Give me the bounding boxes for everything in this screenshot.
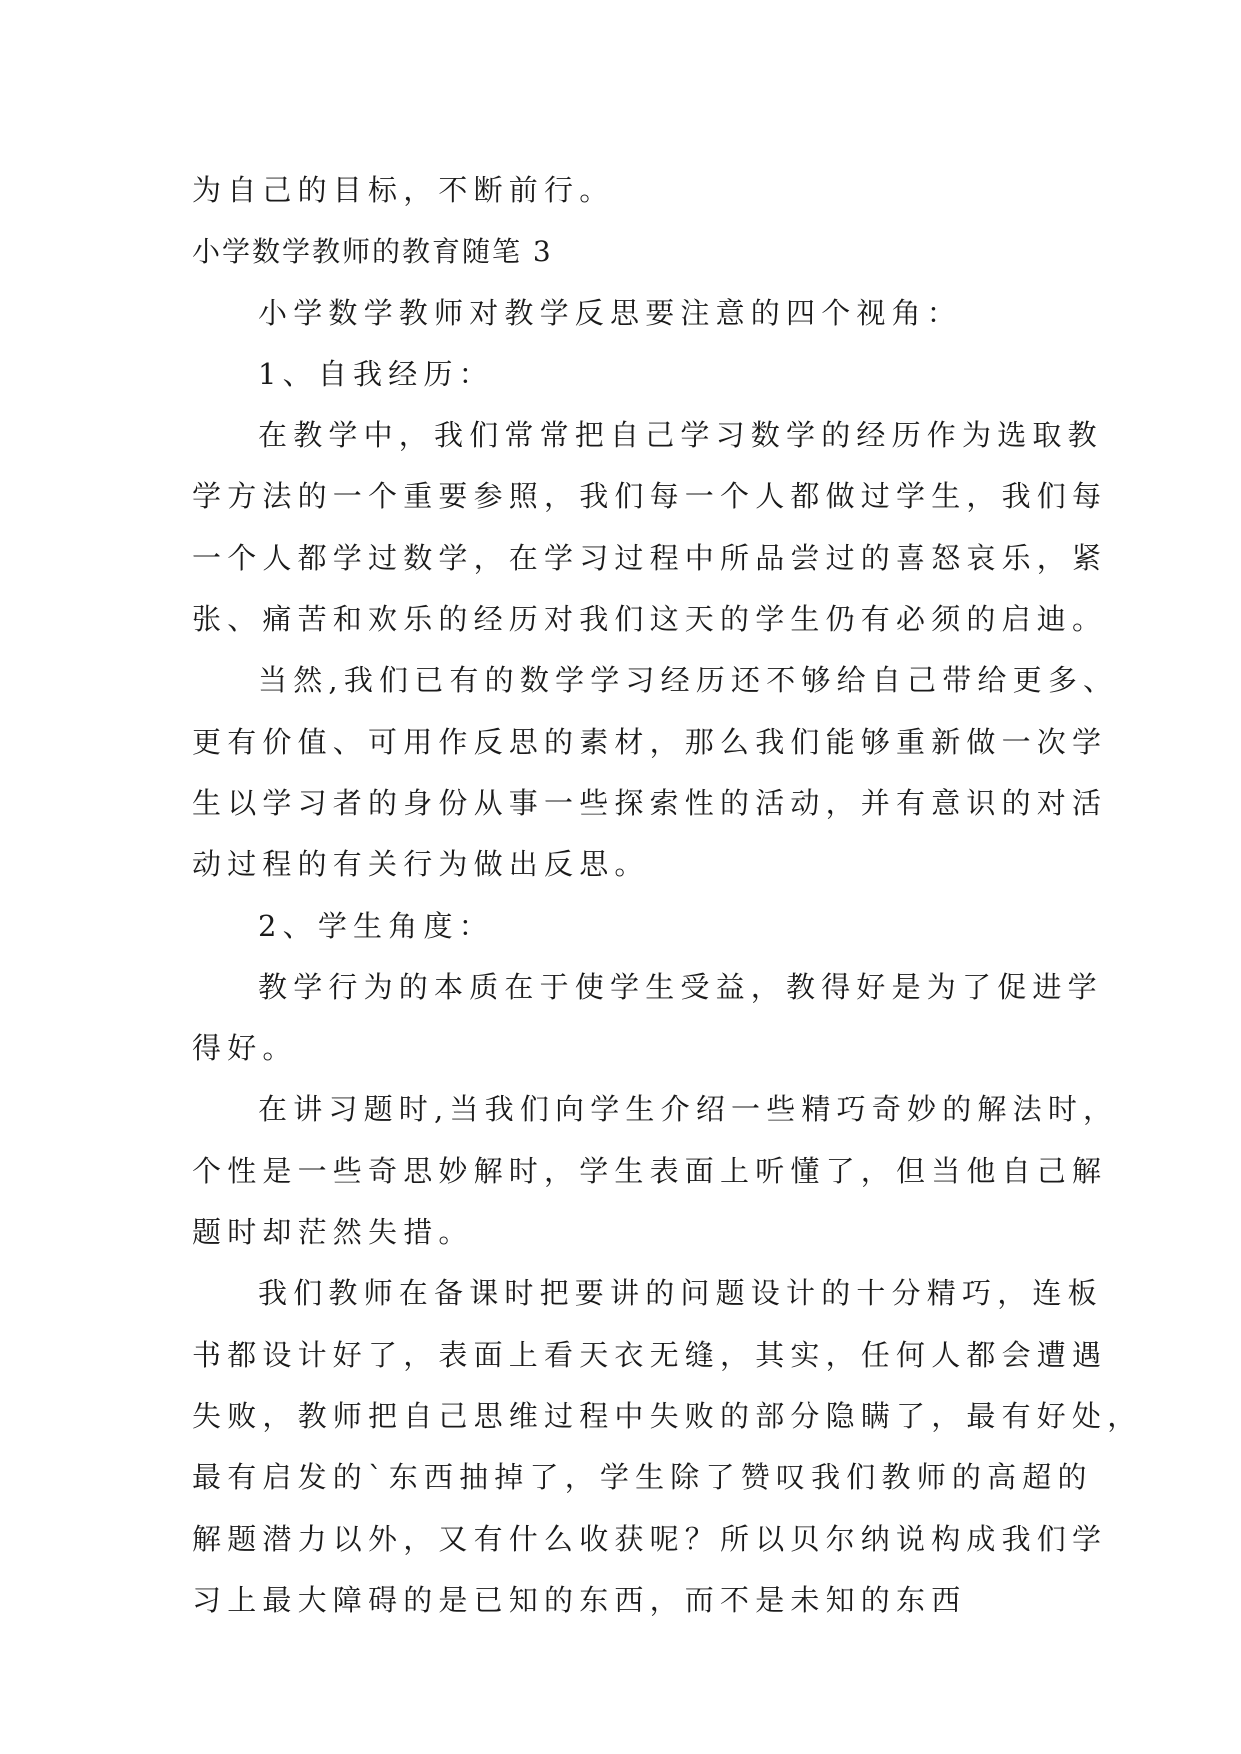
subheading-line: 1、自我经历： bbox=[258, 356, 494, 391]
paragraph-line: 更有价值、可用作反思的素材，那么我们能够重新做一次学 bbox=[192, 724, 1108, 759]
paragraph-line: 最有启发的`东西抽掉了，学生除了赞叹我们教师的高超的 bbox=[192, 1460, 1093, 1495]
paragraph-line: 当然,我们已有的数学学习经历还不够给自己带给更多、 bbox=[258, 663, 1119, 698]
paragraph-line: 在教学中，我们常常把自己学习数学的经历作为选取教 bbox=[258, 418, 1103, 453]
paragraph-line: 个性是一些奇思妙解时，学生表面上听懂了，但当他自己解 bbox=[192, 1153, 1108, 1188]
paragraph-line: 得好。 bbox=[192, 1031, 298, 1066]
paragraph-line: 解题潜力以外，又有什么收获呢？所以贝尔纳说构成我们学 bbox=[192, 1521, 1108, 1556]
paragraph-line: 为自己的目标，不断前行。 bbox=[192, 173, 615, 207]
paragraph-line: 教学行为的本质在于使学生受益，教得好是为了促进学 bbox=[258, 969, 1103, 1004]
paragraph-line: 我们教师在备课时把要讲的问题设计的十分精巧，连板 bbox=[258, 1276, 1103, 1311]
paragraph-line: 小学数学教师对教学反思要注意的四个视角： bbox=[258, 295, 963, 330]
paragraph-line: 张、痛苦和欢乐的经历对我们这天的学生仍有必须的启迪。 bbox=[192, 602, 1108, 637]
paragraph-line: 在讲习题时,当我们向学生介绍一些精巧奇妙的解法时， bbox=[258, 1092, 1119, 1127]
paragraph-line: 题时却茫然失措。 bbox=[192, 1215, 474, 1250]
paragraph-line: 学方法的一个重要参照，我们每一个人都做过学生，我们每 bbox=[192, 479, 1108, 514]
subheading-line: 2、学生角度： bbox=[258, 908, 494, 943]
document-body bbox=[192, 160, 1143, 1631]
paragraph-line: 动过程的有关行为做出反思。 bbox=[192, 847, 650, 882]
paragraph-line: 书都设计好了，表面上看天衣无缝，其实，任何人都会遭遇 bbox=[192, 1337, 1108, 1372]
paragraph-line: 失败，教师把自己思维过程中失败的部分隐瞒了，最有好处， bbox=[192, 1398, 1143, 1433]
paragraph-line: 习上最大障碍的是已知的东西，而不是未知的东西 bbox=[192, 1582, 967, 1617]
paragraph-line: 一个人都学过数学，在学习过程中所品尝过的喜怒哀乐，紧 bbox=[192, 540, 1108, 575]
section-heading: 小学数学教师的教育随笔 3 bbox=[192, 235, 553, 269]
paragraph-line: 生以学习者的身份从事一些探索性的活动，并有意识的对活 bbox=[192, 785, 1108, 820]
